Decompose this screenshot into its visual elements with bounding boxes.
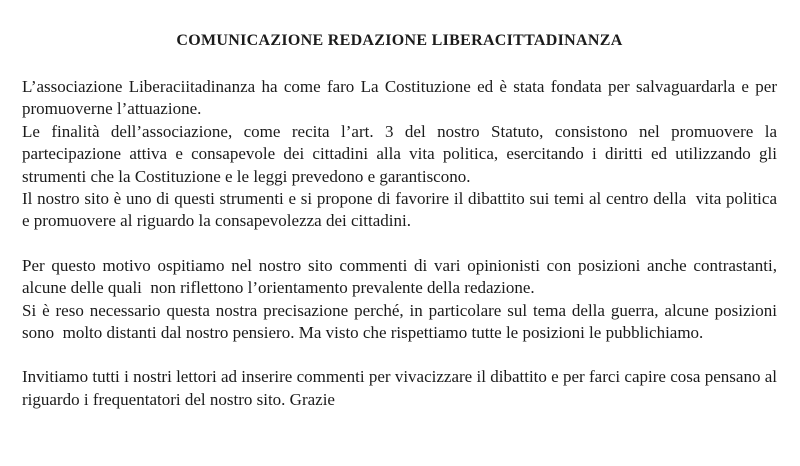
paragraph: Invitiamo tutti i nostri lettori ad inserire commenti per vivacizzare il dibattito e per farci capire cosa pensano al riguardo i frequentatori del nostro sito. Grazie (22, 367, 777, 409)
paragraph: Le finalità dell’associazione, come recita l’art. 3 del nostro Statuto, consistono nel promuovere la partecipazione attiva e consapevole dei cittadini alla vita politica, esercitando i diritti ed utilizzando gli strumenti che la Costituzione e le leggi prevedono e garantiscono. (22, 121, 777, 186)
document-title: COMUNICAZIONE REDAZIONE LIBERACITTADINANZA (176, 32, 623, 49)
paragraph: Per questo motivo ospitiamo nel nostro sito commenti di vari opinionisti con posizioni anche contrastanti, alcune delle quali non riflettono l’orientamento prevalente della redazione. (22, 255, 777, 298)
paragraph: Il nostro sito è uno di questi strumenti e si propone di favorire il dibattito sui temi al centro della vita politica e promuovere al riguardo la consapevolezza dei cittadini. (22, 189, 777, 231)
paragraph: Si è reso necessario questa nostra precisazione perché, in particolare sul tema della guerra, alcune posizioni sono molto distanti dal nostro pensiero. Ma visto che rispettiamo tutte le posizioni le pubblichiamo. (22, 300, 777, 343)
paragraph-block-opinions (22, 255, 777, 345)
paragraph-block-invitation (22, 366, 777, 411)
paragraph-block-intro (22, 76, 777, 233)
paragraph: L’associazione Liberaciitadinanza ha come faro La Costituzione ed è stata fondata per salvaguardarla e per promuoverne l’attuazione. (22, 77, 777, 119)
